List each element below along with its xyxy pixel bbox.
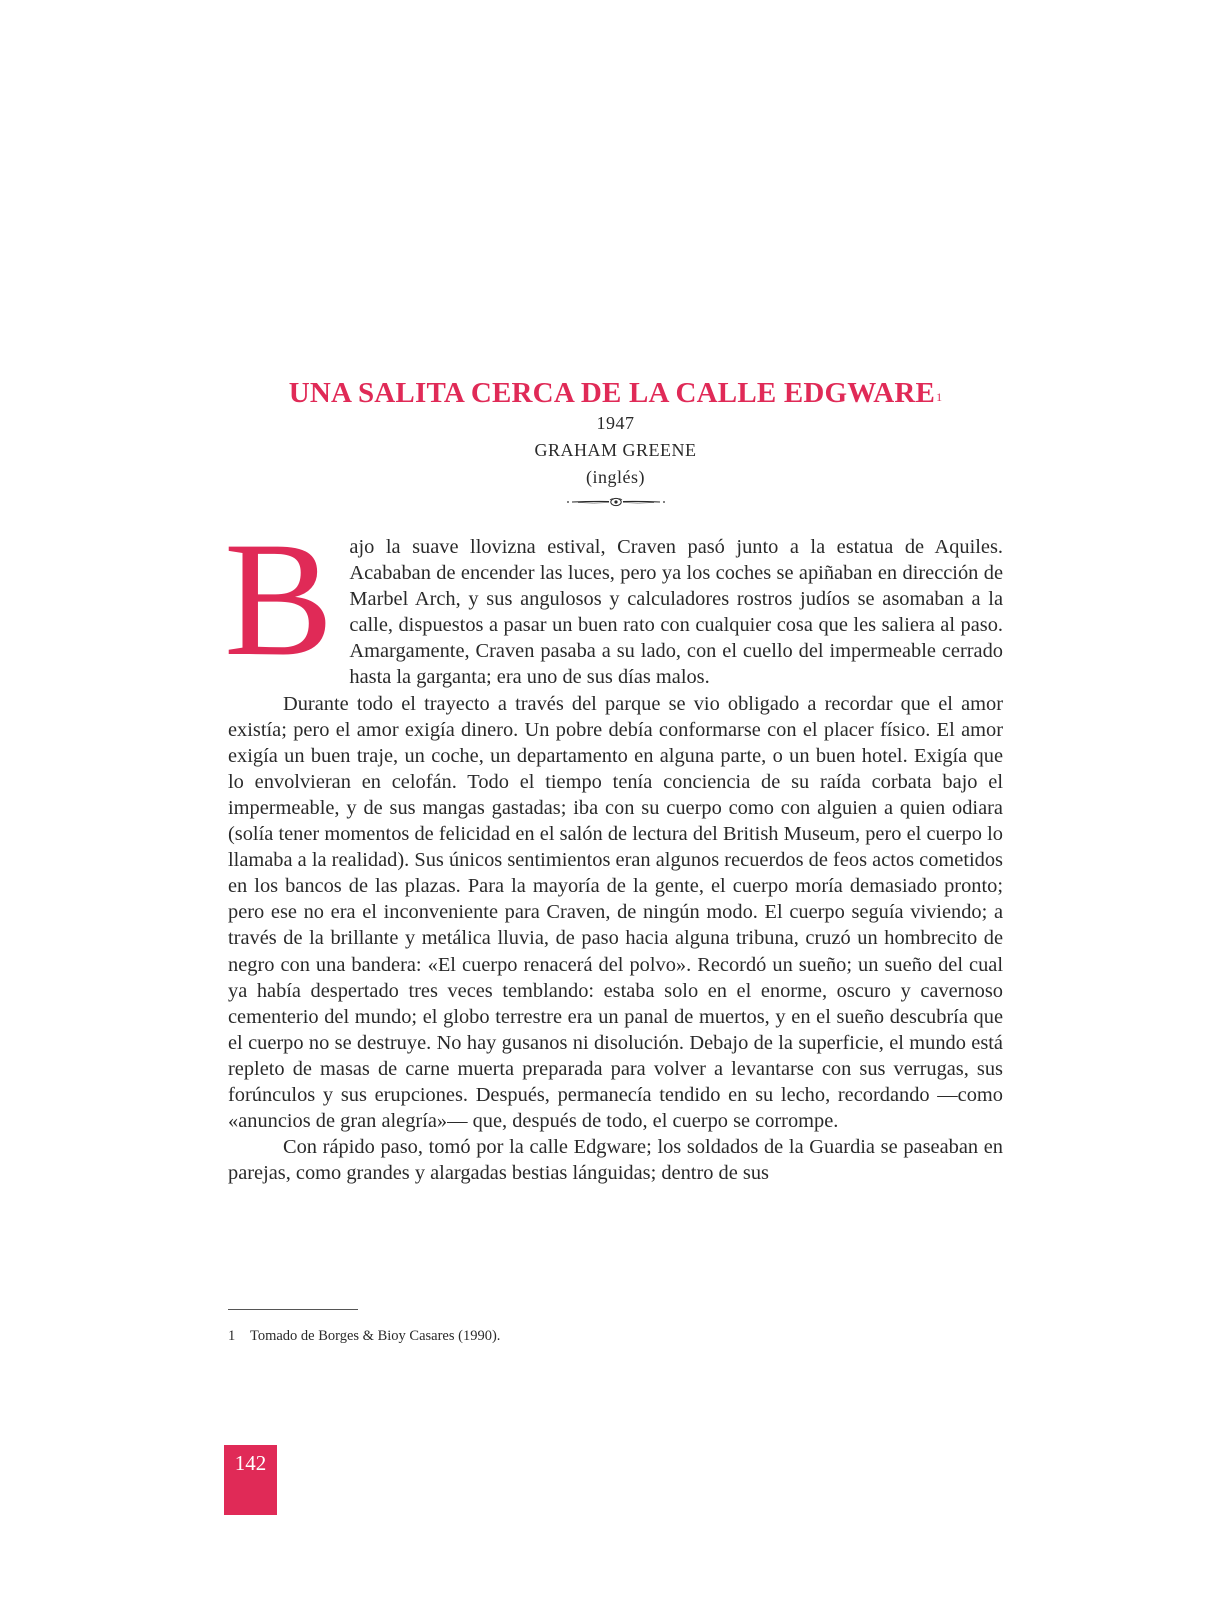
- footnote-divider: [228, 1309, 358, 1310]
- story-title-text: UNA SALITA CERCA DE LA CALLE EDGWARE: [288, 377, 936, 409]
- paragraph-2: Durante todo el trayecto a través del parque se vio obligado a recordar que el amor existía; pero el amor exigía dinero. Un pobre debía conformarse con el placer físico. El amor exigía un buen traje, un coche, un departamento en alguna parte, o un buen hotel. Exigía que lo envolvieran en celofán. Todo el tiempo tenía conciencia de su raída corbata bajo el impermeable, y de sus mangas gastadas; iba con su cuerpo como con alguien a quien odiara (solía tener momentos de felicidad en el salón de lectura del British Museum, pero el cuerpo lo llamaba a la realidad). Sus únicos sentimientos eran algunos recuerdos de feos actos cometidos en los bancos de las plazas. Para la mayoría de la gente, el cuerpo moría demasiado pronto; pero ese no era el inconveniente para Craven, de ningún modo. El cuerpo seguía viviendo; a través de la brillante y metálica lluvia, de paso hacia alguna tribuna, cruzó un hombrecito de negro con una bandera: «El cuerpo renacerá del polvo». Recordó un sueño; un sueño del cual ya había despertado tres veces temblando: estaba solo en el enorme, oscuro y cavernoso cementerio del mundo; el globo terrestre era un panal de muertos, y en el sueño descubría que el cuerpo no se destruye. No hay gusanos ni disolución. Debajo de la superficie, el mundo está repleto de masas de carne muerta preparada para volver a levantarse con sus verrugas, sus forúnculos y sus erupciones. Después, permanecía tendido en su lecho, recordando —como «anuncios de gran alegría»— que, después de todo, el cuerpo se corrompe.: [228, 692, 1003, 1133]
- title-footnote-mark: 1: [936, 390, 943, 404]
- page-number-badge: [224, 1445, 277, 1515]
- footnote: [228, 1326, 1003, 1346]
- story-title: [228, 376, 1003, 410]
- original-language: (inglés): [586, 467, 645, 487]
- paragraph-1-text: ajo la suave llovizna estival, Craven pasó junto a la estatua de Aquiles. Acababan de encender las luces, pero ya los coches se apiñaban en dirección de Marbel Arch, y sus angulosos y calculadores rostros judíos se asomaban a la calle, dispuestos a pasar un buen rato con cualquier cosa que les saliera al paso. Amargamente, Craven pasaba a su lado, con el cuello del impermeable cerrado hasta la garganta; era uno de sus días malos.: [349, 536, 1003, 689]
- ornamental-divider-icon: [566, 495, 666, 509]
- publication-year: 1947: [596, 413, 635, 433]
- paragraph-1: [224, 509, 1003, 691]
- story-body: [224, 509, 1003, 1186]
- drop-cap: B: [224, 509, 334, 690]
- author-name: GRAHAM GREENE: [534, 440, 697, 460]
- footnote-number: 1: [228, 1328, 236, 1344]
- paragraph-3: Con rápido paso, tomó por la calle Edgware; los soldados de la Guardia se paseaban en parejas, como grandes y alargadas bestias lánguidas; dentro de sus: [228, 1136, 1003, 1185]
- story-header: [228, 376, 1003, 509]
- footnote-text: Tomado de Borges & Bioy Casares (1990).: [250, 1328, 501, 1344]
- page-number: 142: [234, 1451, 267, 1475]
